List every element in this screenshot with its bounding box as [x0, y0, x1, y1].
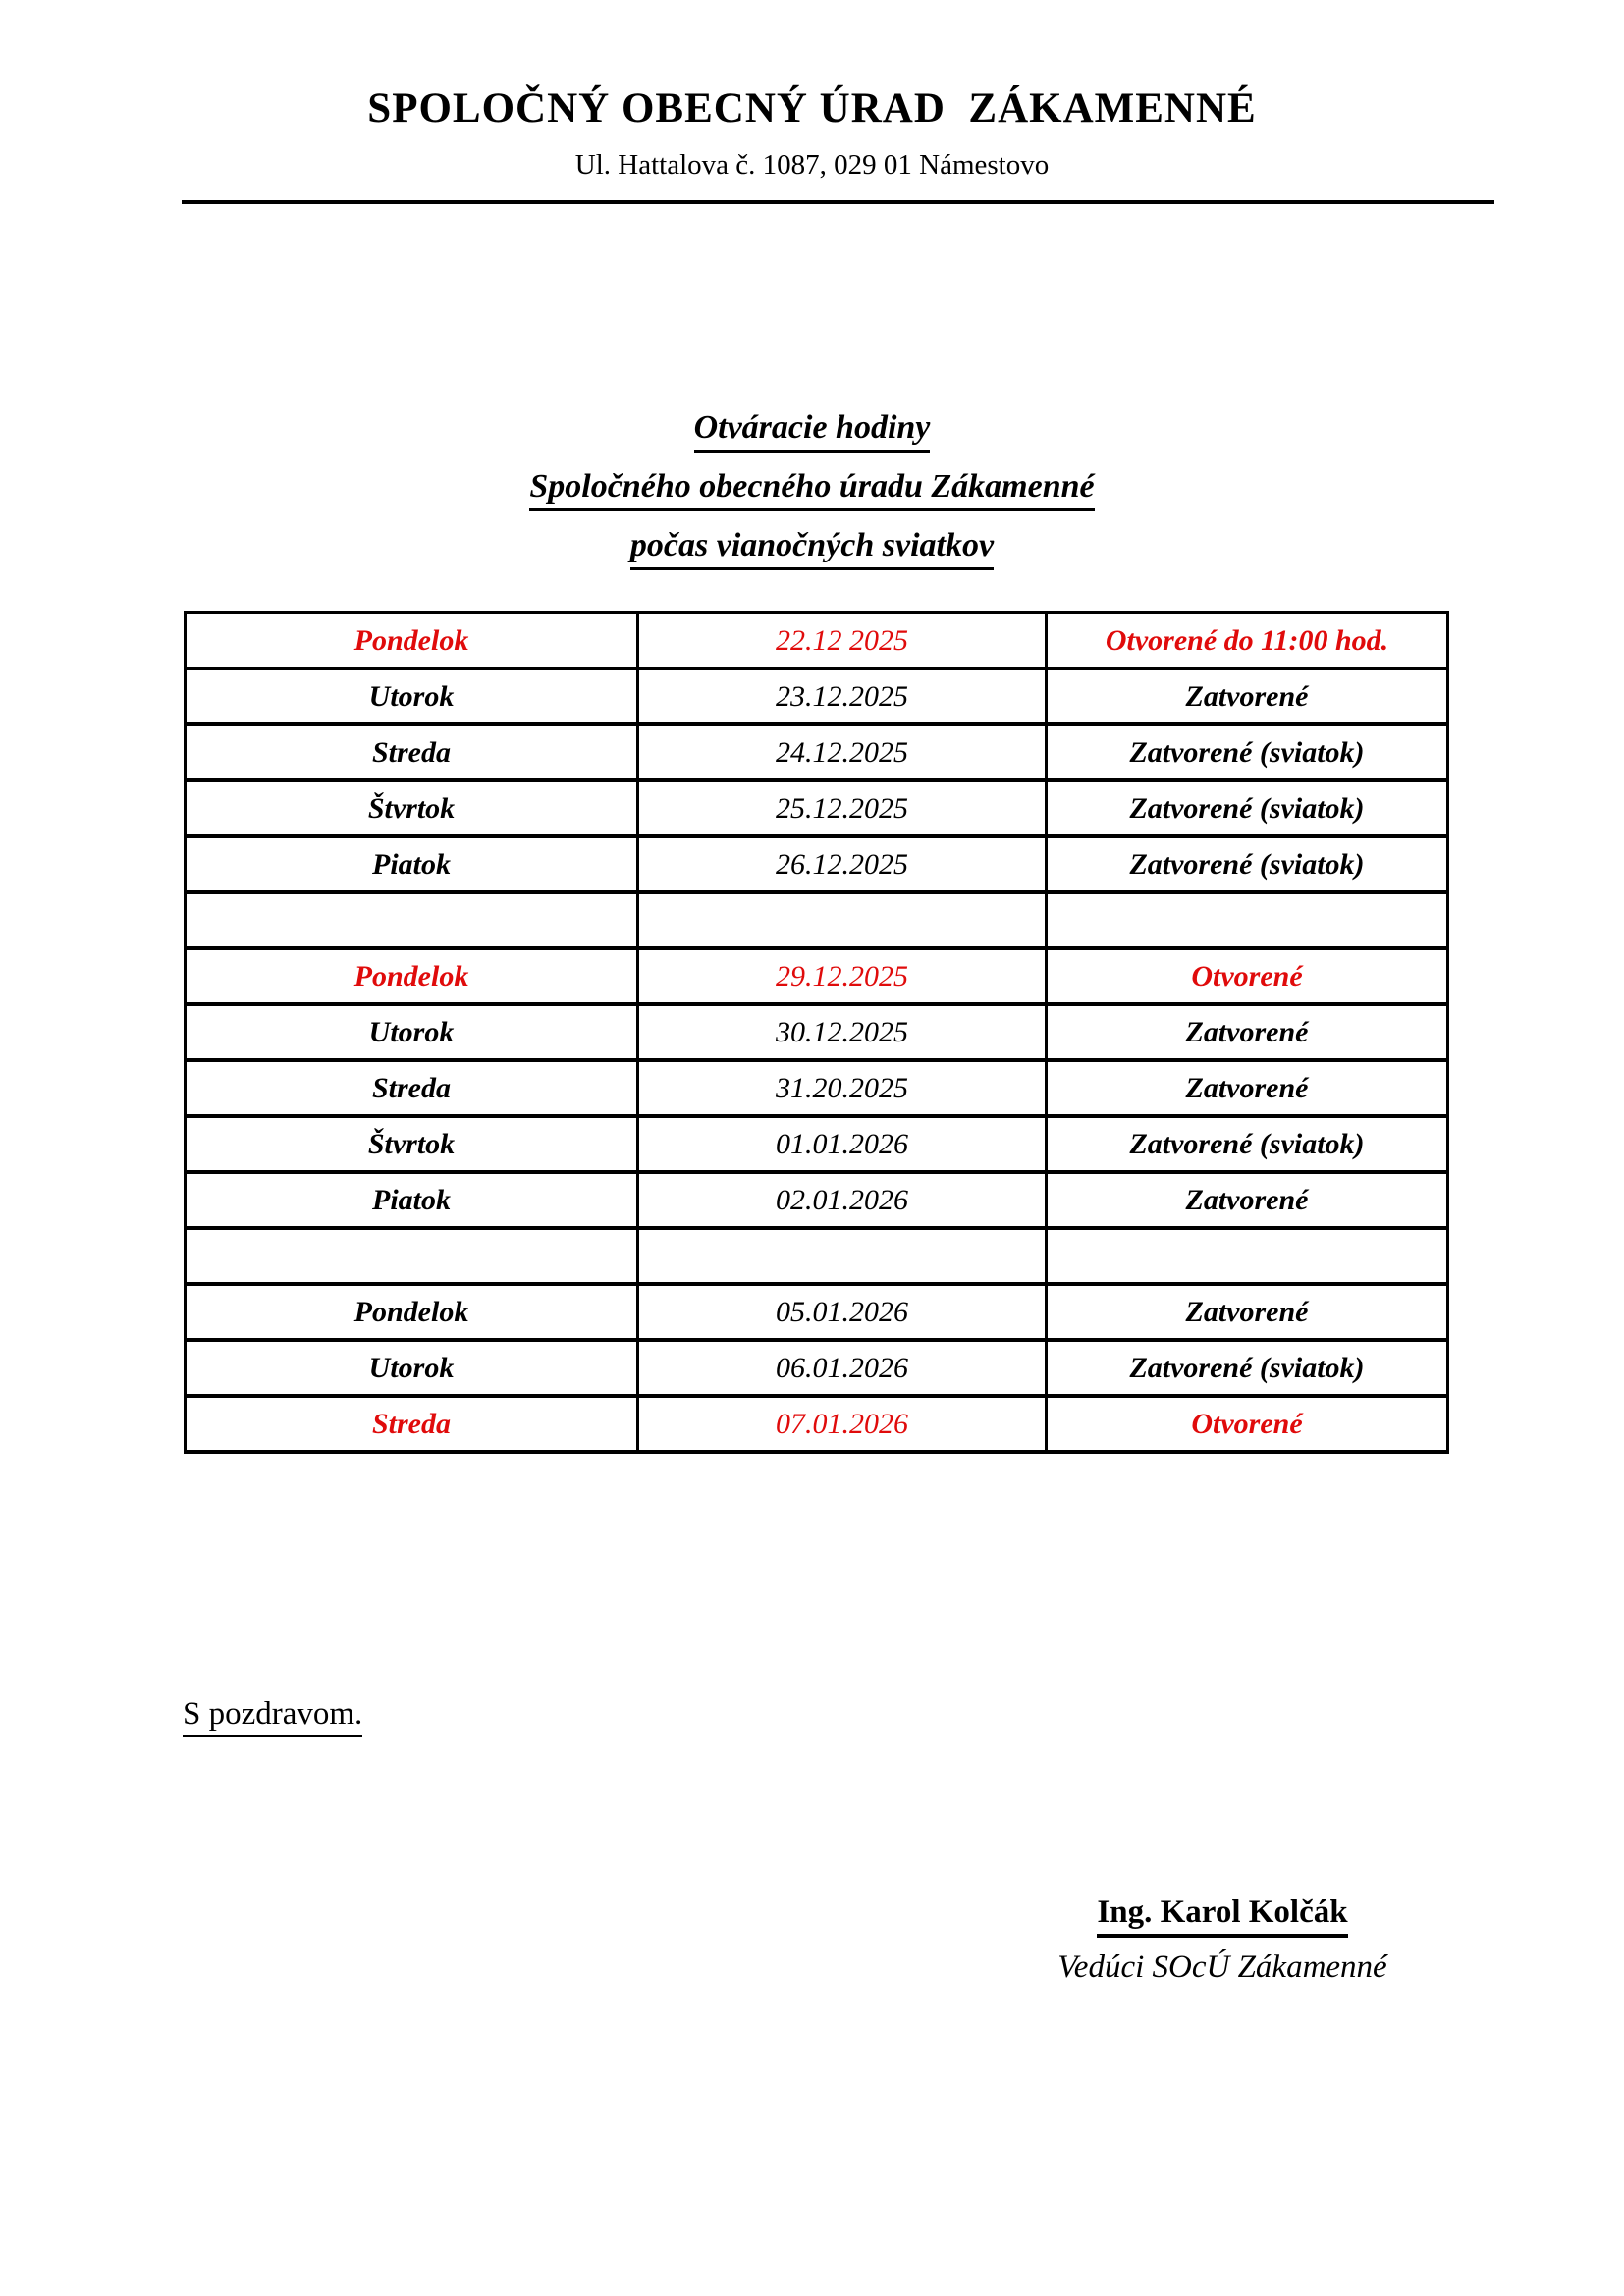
date-cell: 06.01.2026 [638, 1340, 1047, 1396]
date-cell [638, 1228, 1047, 1284]
day-cell: Utorok [186, 1340, 638, 1396]
status-cell: Otvorené do 11:00 hod. [1047, 613, 1448, 668]
table-row [186, 1228, 1448, 1284]
table-row [186, 1172, 1448, 1228]
day-cell: Štvrtok [186, 780, 638, 836]
salutation [183, 1696, 362, 1737]
status-cell: Zatvorené (sviatok) [1047, 1340, 1448, 1396]
date-cell: 23.12.2025 [638, 668, 1047, 724]
salutation-text: S pozdravom. [183, 1696, 362, 1737]
signature-title: Vedúci SOcÚ Zákamenné [1057, 1949, 1387, 1985]
date-cell: 26.12.2025 [638, 836, 1047, 892]
document-title-line-1 [0, 408, 1624, 453]
date-cell: 01.01.2026 [638, 1116, 1047, 1172]
date-cell: 30.12.2025 [638, 1004, 1047, 1060]
table-row [186, 1060, 1448, 1116]
day-cell [186, 892, 638, 948]
status-cell: Zatvorené [1047, 1004, 1448, 1060]
status-cell [1047, 892, 1448, 948]
office-name-heading: SPOLOČNÝ OBECNÝ ÚRAD ZÁKAMENNÉ [367, 85, 1257, 132]
day-cell: Pondelok [186, 613, 638, 668]
table-row [186, 1340, 1448, 1396]
day-cell [186, 1228, 638, 1284]
date-cell: 29.12.2025 [638, 948, 1047, 1004]
day-cell: Piatok [186, 836, 638, 892]
day-cell: Piatok [186, 1172, 638, 1228]
day-cell: Streda [186, 1396, 638, 1452]
document-title-text-2: Spoločného obecného úradu Zákamenné [529, 467, 1094, 511]
status-cell: Zatvorené [1047, 668, 1448, 724]
date-cell: 07.01.2026 [638, 1396, 1047, 1452]
table-row [186, 613, 1448, 668]
day-cell: Utorok [186, 668, 638, 724]
date-cell: 22.12 2025 [638, 613, 1047, 668]
date-cell: 25.12.2025 [638, 780, 1047, 836]
office-address: Ul. Hattalova č. 1087, 029 01 Námestovo [574, 149, 1050, 181]
table-row [186, 1284, 1448, 1340]
status-cell: Zatvorené [1047, 1060, 1448, 1116]
table-row [186, 1116, 1448, 1172]
status-cell: Zatvorené (sviatok) [1047, 780, 1448, 836]
date-cell: 05.01.2026 [638, 1284, 1047, 1340]
status-cell: Otvorené [1047, 1396, 1448, 1452]
day-cell: Streda [186, 724, 638, 780]
signature-block [987, 1895, 1458, 1986]
status-cell: Zatvorené (sviatok) [1047, 1116, 1448, 1172]
table-row [186, 1396, 1448, 1452]
table-row [186, 836, 1448, 892]
date-cell: 31.20.2025 [638, 1060, 1047, 1116]
day-cell: Pondelok [186, 948, 638, 1004]
status-cell: Zatvorené [1047, 1172, 1448, 1228]
table-row [186, 1004, 1448, 1060]
table-row [186, 780, 1448, 836]
day-cell: Štvrtok [186, 1116, 638, 1172]
document-title-line-3 [0, 526, 1624, 570]
status-cell: Zatvorené (sviatok) [1047, 836, 1448, 892]
day-cell: Streda [186, 1060, 638, 1116]
date-cell [638, 892, 1047, 948]
day-cell: Pondelok [186, 1284, 638, 1340]
table-row [186, 724, 1448, 780]
document-title-line-2 [0, 467, 1624, 511]
status-cell: Zatvorené (sviatok) [1047, 724, 1448, 780]
document-title [0, 408, 1624, 585]
table-row [186, 892, 1448, 948]
day-cell: Utorok [186, 1004, 638, 1060]
date-cell: 24.12.2025 [638, 724, 1047, 780]
opening-hours-table [184, 611, 1449, 1454]
signature-name: Ing. Karol Kolčák [1097, 1895, 1347, 1938]
status-cell: Zatvorené [1047, 1284, 1448, 1340]
table-row [186, 948, 1448, 1004]
document-title-text-1: Otváracie hodiny [694, 408, 931, 453]
date-cell: 02.01.2026 [638, 1172, 1047, 1228]
table-row [186, 668, 1448, 724]
status-cell: Otvorené [1047, 948, 1448, 1004]
status-cell [1047, 1228, 1448, 1284]
header-divider-line [182, 200, 1494, 204]
document-title-text-3: počas vianočných sviatkov [630, 526, 994, 570]
